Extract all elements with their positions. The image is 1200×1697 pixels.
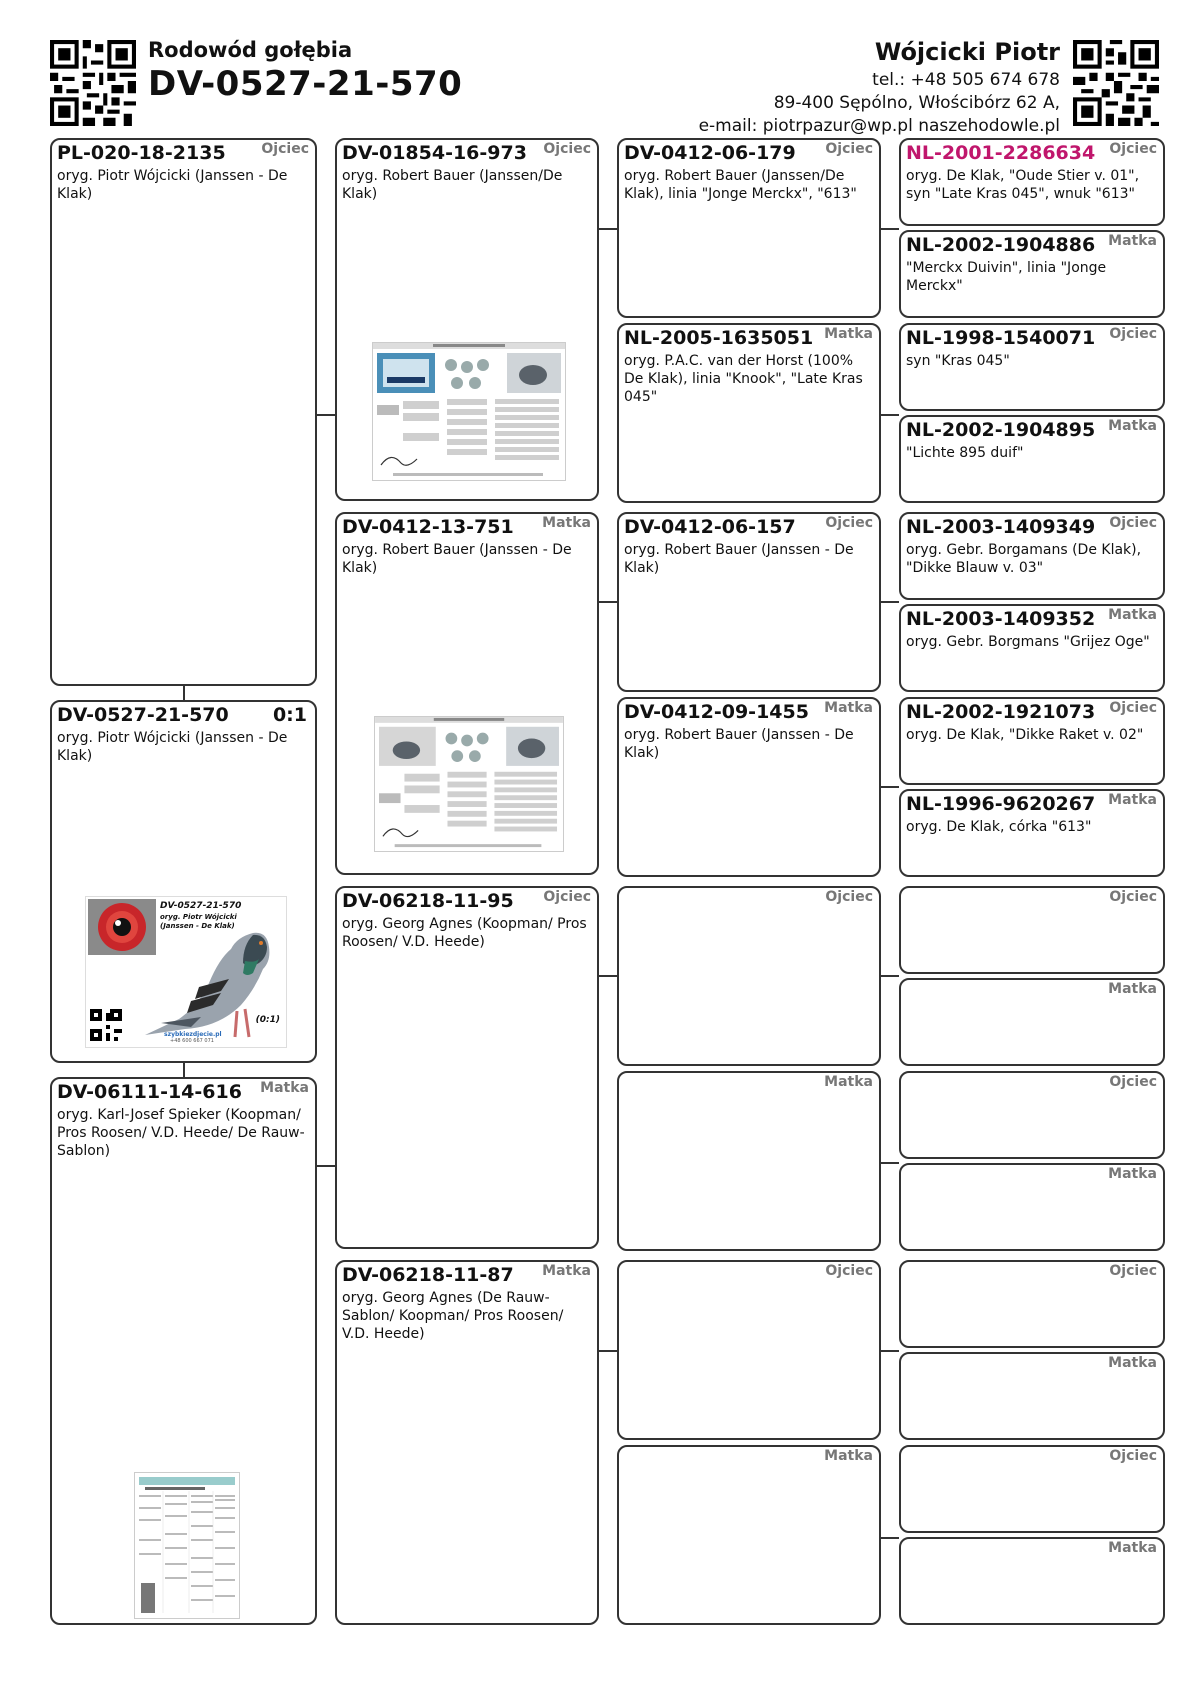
ring-number: DV-0412-09-1455: [624, 701, 809, 723]
sex-label: Ojciec: [825, 141, 873, 157]
bird-description: oryg. Gebr. Borgmans "Grijez Oge": [906, 634, 1150, 650]
pedigree-card-dam[interactable]: [50, 1077, 317, 1625]
ring-number: NL-2003-1409349: [906, 516, 1096, 538]
pigeon-photo: [141, 927, 281, 1043]
sex-label: Ojciec: [261, 141, 309, 157]
sex-label: Ojciec: [825, 515, 873, 531]
ring-number: PL-020-18-2135: [57, 142, 226, 164]
pedigree-card-gen2[interactable]: [335, 886, 599, 1249]
pedigree-card-gen4[interactable]: [899, 978, 1165, 1066]
ring-number: DV-0412-06-157: [624, 516, 796, 538]
connector: [881, 786, 899, 788]
sex-label: Matka: [1108, 233, 1157, 249]
owner-address: 89-400 Sępólno, Włościbórz 62 A,: [773, 93, 1060, 113]
connector: [881, 975, 899, 977]
card-phone: +48 600 667 071: [170, 1038, 214, 1044]
bird-description: oryg. Robert Bauer (Janssen - De Klak): [624, 727, 854, 761]
sex-label: Ojciec: [1109, 141, 1157, 157]
bird-description: syn "Kras 045": [906, 353, 1010, 369]
card-ring: DV-0527-21-570: [160, 901, 242, 911]
connector: [881, 1162, 899, 1164]
ring-number: NL-2002-1904886: [906, 234, 1096, 256]
sex-label: Matka: [1108, 1540, 1157, 1556]
ring-number: NL-1998-1540071: [906, 327, 1096, 349]
bird-description: oryg. Robert Bauer (Janssen - De Klak): [624, 542, 854, 576]
pedigree-card-gen3[interactable]: [617, 323, 881, 503]
owner-phone: tel.: +48 505 674 678: [872, 70, 1060, 90]
sex-label: Matka: [1108, 1166, 1157, 1182]
pedigree-card-gen4[interactable]: [899, 1352, 1165, 1440]
bird-description: oryg. Georg Agnes (Koopman/ Pros Roosen/ V.D. Heede): [342, 916, 587, 950]
ring-number: NL-2001-2286634: [906, 142, 1096, 164]
bird-description: oryg. De Klak, "Dikke Raket v. 02": [906, 727, 1144, 743]
bird-description: oryg. Piotr Wójcicki (Janssen - De Klak): [57, 730, 288, 764]
sex-label: Ojciec: [1109, 326, 1157, 342]
qr-code-right: [1073, 40, 1159, 126]
card-qr-icon: [90, 1009, 122, 1041]
score-value: 0:1: [272, 704, 307, 726]
pedigree-card-gen3[interactable]: [617, 138, 881, 318]
sex-label: Ojciec: [825, 1263, 873, 1279]
pedigree-card-gen3[interactable]: [617, 512, 881, 692]
connector: [599, 601, 617, 603]
qr-code-left: [50, 40, 136, 126]
connector: [317, 414, 335, 416]
ring-number: DV-01854-16-973: [342, 142, 527, 164]
bird-description: oryg. Georg Agnes (De Rauw-Sablon/ Koopman/ Pros Roosen/ V.D. Heede): [342, 1290, 564, 1342]
bird-description: oryg. De Klak, "Oude Stier v. 01", syn "Late Kras 045", wnuk "613": [906, 168, 1140, 202]
sex-label: Ojciec: [825, 889, 873, 905]
ring-number: DV-0412-13-751: [342, 516, 514, 538]
owner-email: e-mail: piotrpazur@wp.pl naszehodowle.pl: [698, 116, 1060, 136]
pedigree-card-gen4[interactable]: [899, 512, 1165, 600]
bird-description: oryg. Robert Bauer (Janssen - De Klak): [342, 542, 572, 576]
ring-number: DV-06218-11-87: [342, 1264, 514, 1286]
sex-label: Ojciec: [1109, 1074, 1157, 1090]
pedigree-card-gen4[interactable]: [899, 1071, 1165, 1159]
connector: [317, 1165, 335, 1167]
sex-label: Ojciec: [1109, 700, 1157, 716]
connector: [183, 686, 185, 700]
pedigree-card-gen2[interactable]: [335, 512, 599, 875]
sex-label: Matka: [1108, 792, 1157, 808]
sex-label: Matka: [260, 1080, 309, 1096]
connector: [183, 1063, 185, 1077]
pedigree-card-gen4[interactable]: [899, 138, 1165, 226]
pedigree-card-gen4[interactable]: [899, 604, 1165, 692]
ring-number: NL-2005-1635051: [624, 327, 814, 349]
sex-label: Ojciec: [1109, 889, 1157, 905]
bird-description: oryg. Piotr Wójcicki (Janssen - De Klak): [57, 168, 288, 202]
connector: [881, 1537, 899, 1539]
bird-description: oryg. Gebr. Borgamans (De Klak), "Dikke Blauw v. 03": [906, 542, 1142, 576]
sex-label: Ojciec: [1109, 1263, 1157, 1279]
ring-number: NL-1996-9620267: [906, 793, 1096, 815]
pedigree-card-gen3[interactable]: [617, 886, 881, 1066]
sex-label: Ojciec: [1109, 1448, 1157, 1464]
sex-label: Matka: [1108, 1355, 1157, 1371]
ring-number: NL-2002-1921073: [906, 701, 1096, 723]
page-title: Rodowód gołębia: [148, 38, 353, 62]
sex-label: Matka: [1108, 981, 1157, 997]
connector: [881, 601, 899, 603]
pedigree-card-gen4[interactable]: [899, 323, 1165, 411]
pedigree-card-gen3[interactable]: [617, 697, 881, 877]
ring-number: NL-2002-1904895: [906, 419, 1096, 441]
pedigree-card-main[interactable]: [50, 700, 317, 1063]
pedigree-card-gen4[interactable]: [899, 1260, 1165, 1348]
certificate-thumbnail: [374, 716, 564, 852]
card-owner: oryg. Piotr Wójcicki: [160, 913, 237, 921]
sex-label: Matka: [542, 1263, 591, 1279]
ring-number: NL-2003-1409352: [906, 608, 1096, 630]
sex-label: Ojciec: [543, 141, 591, 157]
pedigree-card-gen4[interactable]: [899, 789, 1165, 877]
pedigree-card-gen3[interactable]: [617, 1260, 881, 1440]
card-site: szybkiezdjecie.pl: [164, 1031, 222, 1038]
bird-photo-card: [85, 896, 287, 1048]
connector: [599, 975, 617, 977]
bird-description: "Lichte 895 duif": [906, 445, 1024, 461]
connector: [881, 414, 899, 416]
ring-number: DV-0412-06-179: [624, 142, 796, 164]
pedigree-card-gen3[interactable]: [617, 1445, 881, 1625]
card-lineage: (Janssen - De Klak): [160, 922, 235, 930]
pedigree-card-gen4[interactable]: [899, 230, 1165, 318]
sex-label: Matka: [542, 515, 591, 531]
connector: [881, 228, 899, 230]
sex-label: Matka: [824, 1448, 873, 1464]
pedigree-card-gen3[interactable]: [617, 1071, 881, 1251]
ring-number: DV-06218-11-95: [342, 890, 514, 912]
card-score: (0:1): [255, 1015, 280, 1025]
ring-number: DV-06111-14-616: [57, 1081, 242, 1103]
pedigree-card-gen4[interactable]: [899, 415, 1165, 503]
pedigree-document-thumbnail: [134, 1472, 240, 1619]
pedigree-card-gen2[interactable]: [335, 1260, 599, 1625]
sex-label: Ojciec: [1109, 515, 1157, 531]
pedigree-card-gen4[interactable]: [899, 886, 1165, 974]
connector: [599, 1350, 617, 1352]
connector: [881, 1350, 899, 1352]
sex-label: Matka: [1108, 418, 1157, 434]
pedigree-card-gen4[interactable]: [899, 1537, 1165, 1625]
pedigree-card-gen4[interactable]: [899, 1163, 1165, 1251]
pedigree-card-gen4[interactable]: [899, 1445, 1165, 1533]
sex-label: Matka: [824, 1074, 873, 1090]
bird-description: oryg. Robert Bauer (Janssen/De Klak), linia "Jonge Merckx", "613": [624, 168, 857, 202]
sex-label: Ojciec: [543, 889, 591, 905]
pedigree-card-gen2[interactable]: [335, 138, 599, 501]
bird-description: oryg. Karl-Josef Spieker (Koopman/ Pros Roosen/ V.D. Heede/ De Rauw-Sablon): [57, 1107, 305, 1159]
bird-description: oryg. P.A.C. van der Horst (100% De Klak), linia "Knook", "Late Kras 045": [624, 353, 863, 405]
connector: [599, 228, 617, 230]
sex-label: Matka: [1108, 607, 1157, 623]
ring-number: DV-0527-21-570: [57, 704, 229, 726]
bird-description: oryg. De Klak, córka "613": [906, 819, 1092, 835]
bird-description: "Merckx Duivin", linia "Jonge Merckx": [906, 260, 1107, 294]
pedigree-card-sire[interactable]: [50, 138, 317, 686]
sex-label: Matka: [824, 700, 873, 716]
bird-description: oryg. Robert Bauer (Janssen/De Klak): [342, 168, 563, 202]
sex-label: Matka: [824, 326, 873, 342]
main-ring-number: DV-0527-21-570: [148, 64, 463, 104]
owner-name: Wójcicki Piotr: [874, 38, 1060, 66]
pedigree-card-gen4[interactable]: [899, 697, 1165, 785]
certificate-thumbnail: [372, 342, 566, 481]
